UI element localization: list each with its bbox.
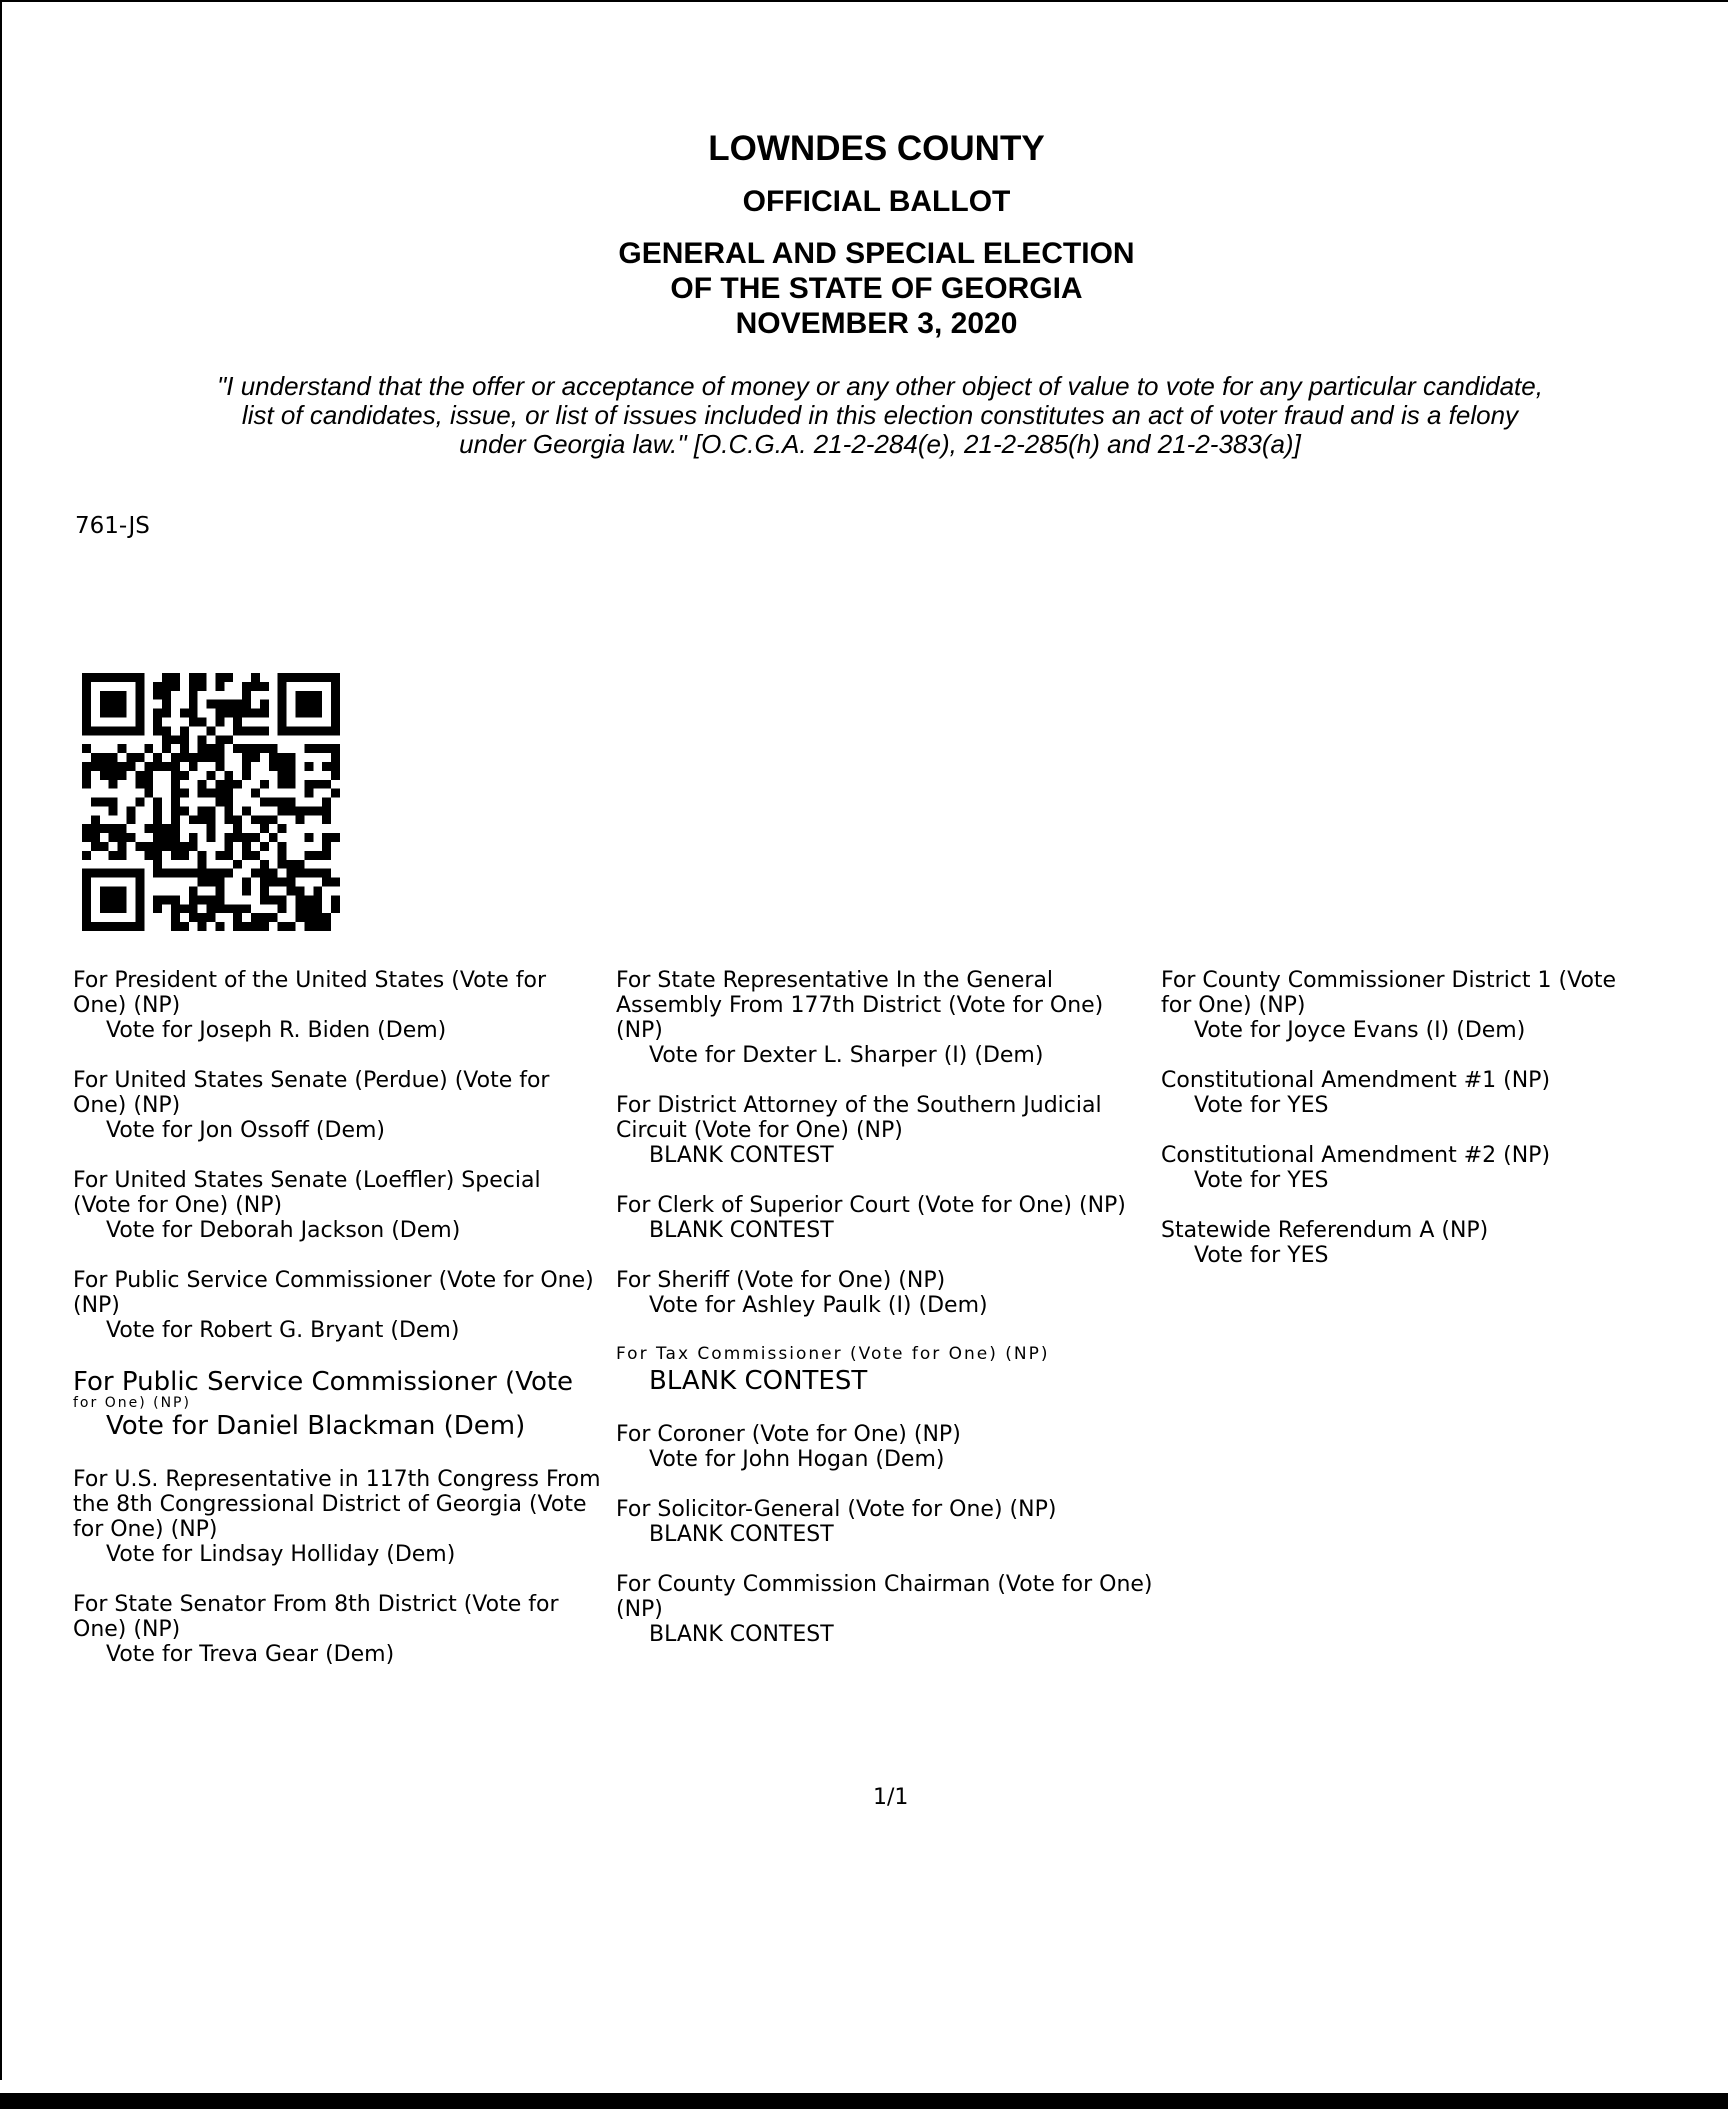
contest-title: For State Representative In the General Assembly From 177th District (Vote for One) (NP) [616, 968, 1104, 1043]
contest-title: For Solicitor-General (Vote for One) (NP) [616, 1497, 1057, 1522]
oath-line-3: under Georgia law." [O.C.G.A. 21-2-284(e), 21-2-285(h) and 21-2-383(a)] [459, 429, 1301, 459]
ballot-header [0, 128, 1728, 341]
contest-selection: Vote for Joseph R. Biden (Dem) [106, 1018, 447, 1043]
contest-column-1 [73, 968, 603, 1692]
page-number: 1/1 [873, 1785, 909, 1810]
contest-column-2 [616, 968, 1156, 1672]
contest-title: For United States Senate (Loeffler) Special (Vote for One) (NP) [73, 1168, 541, 1218]
contest-sheriff [616, 1268, 1156, 1318]
contest-title: For Coroner (Vote for One) (NP) [616, 1422, 961, 1447]
contest-constitutional-amendment-1 [1161, 1068, 1728, 1118]
contest-selection: Vote for Dexter L. Sharper (I) (Dem) [649, 1043, 1044, 1068]
contest-selection: Vote for Deborah Jackson (Dem) [106, 1218, 461, 1243]
contest-title: For County Commissioner District 1 (Vote [1161, 968, 1617, 993]
contest-public-service-commissioner-2 [73, 1368, 603, 1442]
top-border-line [0, 0, 1728, 2]
contest-us-representative [73, 1467, 603, 1567]
contest-title: For Clerk of Superior Court (Vote for One) (NP) [616, 1193, 1126, 1218]
contest-selection: Vote for Joyce Evans (I) (Dem) [1194, 1018, 1526, 1043]
ballot-style-id: 761-JS [75, 513, 150, 539]
voter-oath [70, 372, 1690, 459]
contest-selection: Vote for YES [1194, 1093, 1329, 1118]
qr-code-icon [73, 673, 349, 931]
election-line-1: GENERAL AND SPECIAL ELECTION [618, 237, 1135, 270]
contest-title: For State Senator From 8th District (Vote for One) (NP) [73, 1592, 559, 1642]
contest-us-senate-loeffler-special [73, 1168, 603, 1243]
contest-selection: BLANK CONTEST [649, 1522, 834, 1547]
contest-selection: Vote for Ashley Paulk (I) (Dem) [649, 1293, 988, 1318]
contest-selection: Vote for John Hogan (Dem) [649, 1447, 945, 1472]
contest-state-representative [616, 968, 1156, 1068]
oath-line-2: list of candidates, issue, or list of issues included in this election constitutes an act of voter fraud and is a felony [241, 400, 1519, 430]
contest-title: For Tax Commissioner (Vote for One) (NP) [616, 1344, 1050, 1364]
contest-title-continued: for One) (NP) [1161, 993, 1306, 1018]
contest-column-3 [1161, 968, 1728, 1293]
contest-title: For United States Senate (Perdue) (Vote for One) (NP) [73, 1068, 550, 1118]
contest-us-senate-perdue [73, 1068, 603, 1143]
contest-selection: BLANK CONTEST [649, 1143, 834, 1168]
election-title [0, 236, 1728, 341]
election-line-2: OF THE STATE OF GEORGIA [670, 272, 1083, 305]
contest-selection: Vote for Robert G. Bryant (Dem) [106, 1318, 460, 1343]
contest-selection: Vote for YES [1194, 1243, 1329, 1268]
contest-clerk-superior-court [616, 1193, 1156, 1243]
county-title: LOWNDES COUNTY [708, 129, 1045, 168]
contest-title: Constitutional Amendment #1 (NP) [1161, 1068, 1551, 1093]
contest-title: For Public Service Commissioner (Vote [73, 1367, 574, 1397]
contest-title: Statewide Referendum A (NP) [1161, 1218, 1489, 1243]
contest-county-commission-chairman [616, 1572, 1156, 1647]
contest-state-senator [73, 1592, 603, 1667]
contest-district-attorney [616, 1093, 1156, 1168]
contest-county-commissioner-district-1 [1161, 968, 1728, 1043]
contest-title-continued: for One) (NP) [73, 1395, 191, 1411]
contest-statewide-referendum-a [1161, 1218, 1728, 1268]
contest-selection: BLANK CONTEST [649, 1366, 868, 1396]
contest-title: For President of the United States (Vote for One) (NP) [73, 968, 547, 1018]
contest-selection: Vote for Lindsay Holliday (Dem) [106, 1542, 456, 1567]
contest-selection: Vote for Treva Gear (Dem) [106, 1642, 395, 1667]
contest-title: For Sheriff (Vote for One) (NP) [616, 1268, 946, 1293]
bottom-border-bar [0, 2093, 1728, 2109]
contest-selection: Vote for YES [1194, 1168, 1329, 1193]
contest-title: For District Attorney of the Southern Judicial Circuit (Vote for One) (NP) [616, 1093, 1102, 1143]
contest-solicitor-general [616, 1497, 1156, 1547]
ballot-type: OFFICIAL BALLOT [742, 185, 1011, 218]
contest-selection: BLANK CONTEST [649, 1218, 834, 1243]
contest-title: For County Commission Chairman (Vote for One) (NP) [616, 1572, 1153, 1622]
election-date: NOVEMBER 3, 2020 [735, 307, 1018, 340]
contest-tax-commissioner [616, 1343, 1156, 1397]
oath-line-1: "I understand that the offer or acceptance of money or any other object of value to vote for any particular candidate, [217, 371, 1543, 401]
contest-title: Constitutional Amendment #2 (NP) [1161, 1143, 1551, 1168]
contest-selection: Vote for Daniel Blackman (Dem) [106, 1411, 526, 1441]
contest-title: For U.S. Representative in 117th Congress From the 8th Congressional District of Georgia (Vote for One) (NP) [73, 1467, 601, 1542]
contest-coroner [616, 1422, 1156, 1472]
contest-selection: Vote for Jon Ossoff (Dem) [106, 1118, 386, 1143]
contest-president [73, 968, 603, 1043]
contest-constitutional-amendment-2 [1161, 1143, 1728, 1193]
contest-selection: BLANK CONTEST [649, 1622, 834, 1647]
contest-public-service-commissioner-1 [73, 1268, 603, 1343]
contest-title: For Public Service Commissioner (Vote for One) (NP) [73, 1268, 594, 1318]
